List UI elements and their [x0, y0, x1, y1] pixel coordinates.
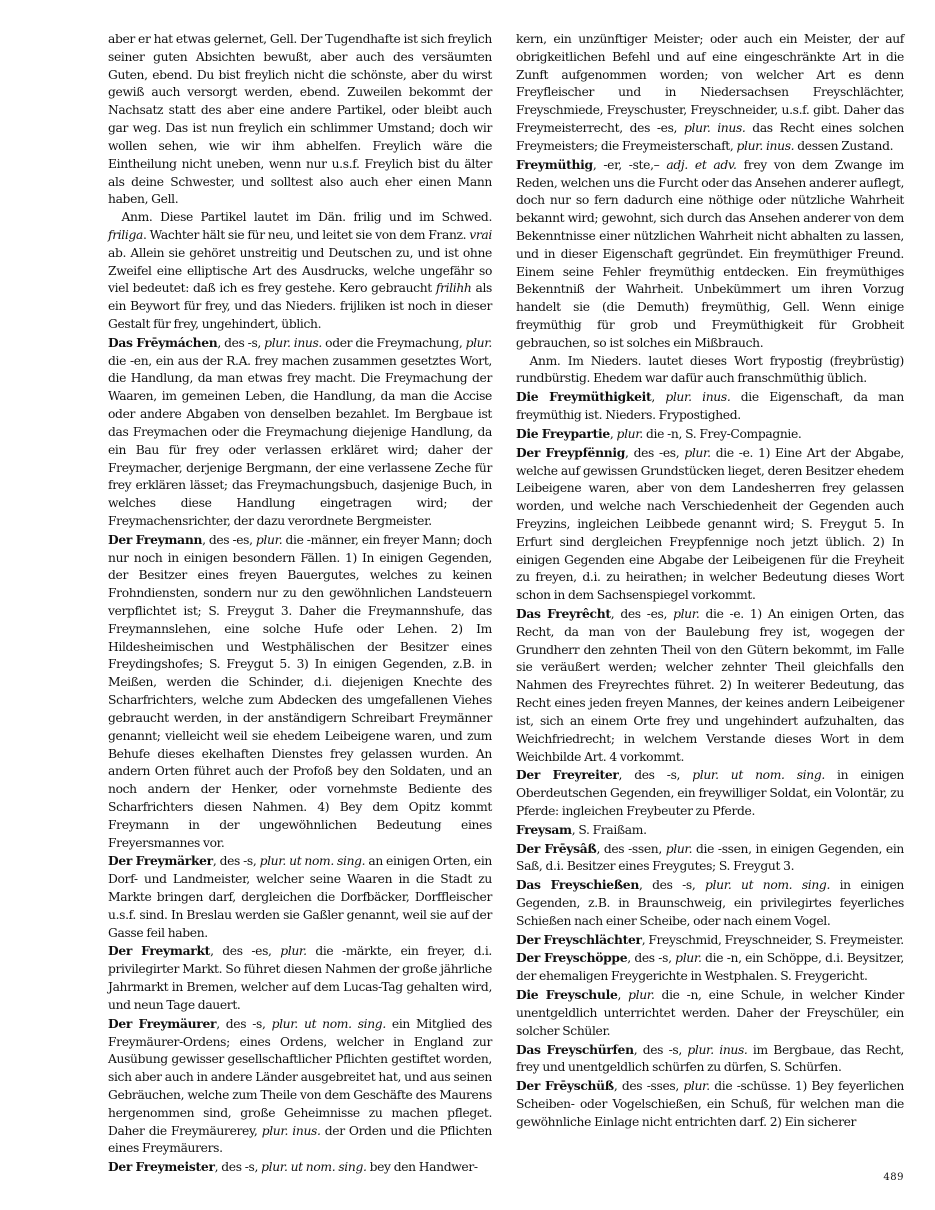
- dictionary-entry: [516, 766, 904, 820]
- grammar-note: plur. inus.: [683, 121, 746, 136]
- entry-text: an einigen Orten, ein Dorf- und Landmeister, welcher seine Waaren in die Stadt zu Markte bringen darf, dergleichen die Dorfbäcker, Dorffleischer u.s.f. sind. In Breslau werden sie Gaßler genannt, weil sie auf der Gasse feil haben.: [108, 854, 492, 940]
- dictionary-entry: [516, 876, 904, 930]
- entry-text: bey den Handwer-: [366, 1160, 478, 1175]
- continued-text: [516, 31, 904, 156]
- headword: Die Freymüthigkeit: [516, 389, 652, 405]
- entry-text: , des -es,: [625, 445, 685, 460]
- entry-text: Anm. Im Nieders. lautet dieses Wort frypostig (freybrüstig) rundbürstig. Ehedem war dafür auch franschmüthig üblich.: [516, 353, 904, 386]
- headword: Die Freypartie: [516, 425, 610, 441]
- entry-text: die -schüsse. 1) Bey feyerlichen Scheiben- oder Vogelschießen, ein Schuß, für welchen man die gewöhnliche Einlage nicht entrichten darf. 2) Ein sicherer: [516, 1079, 904, 1129]
- grammar-note: plur.: [683, 1079, 710, 1094]
- entry-text: oder die Freymachung,: [322, 335, 466, 350]
- dictionary-entry: [516, 949, 904, 986]
- dictionary-entry: [516, 1041, 904, 1078]
- entry-text: , des -s,: [618, 768, 693, 783]
- headword: Der Freymärker: [108, 853, 213, 869]
- grammar-note: plur.: [673, 607, 700, 621]
- entry-text: ,: [609, 426, 617, 441]
- headword: Der Freypfënnig: [516, 444, 626, 460]
- entry-text: , S. Fraißam.: [571, 822, 647, 837]
- dictionary-entry: [516, 821, 904, 840]
- entry-text: ab. Allein sie gehöret unstreitig und Deutschen zu, und ist ohne Zweifel eine elliptische Art des Ausdrucks, welche ungefähr so viel bedeutet: daß ich es frey gestehe. Kero gebraucht: [108, 245, 492, 296]
- entry-text: , des -s,: [217, 335, 265, 350]
- headword: Der Frēysâß: [516, 840, 597, 856]
- dictionary-entry: [516, 931, 904, 950]
- entry-text: in einigen Gegenden, z.B. in Braunschweig, ein privilegirtes feyerliches Schießen nach einer Scheibe, oder nach einem Vogel.: [516, 878, 905, 928]
- page-number: 489: [883, 1172, 904, 1183]
- entry-text: kern, ein unzünftiger Meister; oder auch ein Meister, der auf obrigkeitlichen Befehl und auf eine eingeschränkte Art in die Zunft aufgenommen worden; von welcher Art es denn Freyfleischer und in Niedersachsen Freyschlächter, Freyschmiede, Freyschuster, Freyschneider, u.s.f. gibt. Daher das Freymeisterrecht, des -es,: [516, 32, 904, 136]
- headword: Der Freyschlächter: [516, 931, 642, 947]
- dictionary-entry: [516, 444, 904, 605]
- dictionary-entry: [108, 334, 492, 531]
- entry-text: , -er, -ste,–: [592, 157, 667, 172]
- headword: Freymüthig: [516, 156, 593, 172]
- dictionary-entry: [108, 942, 492, 1014]
- headword: Das Freyschürfen: [516, 1041, 634, 1057]
- entry-text: , des -es,: [610, 607, 674, 621]
- entry-text: die -märkte, ein freyer, d.i. privilegirter Markt. So führet diesen Nahmen der große jährliche Jahrmarkt in Bremen, welcher auf dem Lucas-Tag gehalten wird, und neun Tage dauert.: [108, 944, 492, 1012]
- grammar-note: plur. inus.: [736, 138, 795, 153]
- entry-text: Anm. Diese Partikel lautet im Dän. frilig und im Schwed.: [121, 210, 492, 225]
- headword: Das Frēymáchen: [108, 334, 218, 350]
- grammar-note: plur.: [465, 335, 492, 350]
- dictionary-entry: [516, 425, 904, 444]
- grammar-note: friliga: [108, 227, 143, 242]
- entry-text: die Eigenschaft, da man freymüthig ist. Nieders. Frypostighed.: [516, 390, 904, 423]
- headword: Freysam: [516, 821, 572, 837]
- entry-text: ein Mitglied des Freymäurer-Ordens; eines Ordens, welcher in England zur Ausübung gewisser gesellschaftlicher Pflichten gestiftet worden, sich aber auch in andere Länder ausgebreitet hat, und aus seinen Gebräuchen, welche zum Theile von dem Geschäfte des Maurens hergenommen sind, große Geheimnisse zu machen pfleget. Daher die Freymäurerey,: [108, 1016, 493, 1138]
- entry-text: die -n, eine Schule, in welcher Kinder unentgeldlich unterrichtet werden. Daher der Freyschüler, ein solcher Schüler.: [516, 988, 904, 1038]
- headword: Der Freymarkt: [108, 943, 211, 959]
- grammar-note: plur.: [628, 988, 655, 1003]
- dictionary-entry: [516, 840, 904, 877]
- dictionary-entry: [516, 605, 904, 766]
- entry-text: , des -s,: [216, 1016, 272, 1031]
- entry-text: der Orden und die Pflichten eines Freymäurers.: [108, 1123, 492, 1156]
- headword: Das Freyschießen: [516, 877, 639, 893]
- left-column: [108, 31, 492, 1177]
- grammar-note: plur.: [684, 445, 711, 460]
- dictionary-entry: [108, 852, 492, 942]
- entry-text: die -e. 1) Eine Art der Abgabe, welche auf gewissen Grundstücken lieget, deren Besitzer ehedem Leibeigene waren, aber von dem Landesherren frey gelassen worden, und welche nach Verschiedenheit der Gegenden auch Freyzins, ingleichen Leibbede genannt wird; S. Freygut 5. In Erfurt sind dergleichen Freypfennige noch jetzt üblich. 2) In einigen Gegenden eine Abgabe der Leibeigenen für die Freyheit zu freyen, d.i. zu heirathen; in welcher Bedeutung dieses Wort schon in dem Sachsenspiegel vorkommt.: [516, 445, 904, 603]
- entry-text: , des -es,: [210, 944, 281, 959]
- entry-text: das Recht eines solchen Freymeisters; die Freymeisterschaft,: [516, 121, 904, 153]
- grammar-note: plur. ut nom. sing.: [705, 878, 831, 893]
- grammar-note: plur.: [675, 951, 702, 966]
- entry-text: , des -sses,: [613, 1079, 684, 1094]
- entry-text: die -e. 1) An einigen Orten, das Recht, da man von der Baulebung frey ist, wogegen der Grundherr den zehnten Theil von den Gütern bekommt, im Falle sie veräußert werden; welcher zehnter Theil gleichfalls den Nahmen des Freyrechtes führet. 2) In weiterer Bedeutung, das Recht eines jeden freyen Mannes, der keines andern Leibeigener ist, sich an einem Orte frey und ungehindert aufzuhalten, das Weichfriedrecht; in welchem Verstande dieses Wort in dem Weichbilde Art. 4 vorkommt.: [516, 607, 905, 764]
- entry-text: , des -s,: [638, 878, 706, 893]
- grammar-note: plur. inus.: [665, 390, 731, 405]
- entry-text: die -männer, ein freyer Mann; doch nur noch in einigen besondern Fällen. 1) In einigen Gegenden, der Besitzer eines freyen Bauergutes, welches zu keinen Frohndiensten, sondern nur zu den gewöhnlichen Landsteuern verpflichtet ist; S. Freygut 3. Daher die Freymannshufe, das Freymannslehen, eine solche Hufe oder Lehen. 2) Im Hildesheimischen und Westphälischen der Besitzer eines Freydingshofes; S. Freygut 5. 3) In einigen Gegenden, z.B. in Meißen, werden die Schinder, d.i. diejenigen Knechte des Scharfrichters, welche zum Abdecken des umgefallenen Viehes gebraucht werden, in der anständigern Schreibart Freymänner genannt; vielleicht weil sie ehedem Leibeigene waren, und zum Behufe dieses ekelhaften Dienstes frey gelassen wurden. An andern Orten führet auch der Profoß bey den Soldaten, und an noch andern der Henker, oder vornehmste Bediente des Scharfrichters diesen Nahmen. 4) Bey dem Opitz kommt Freymann in der ungewöhnlichen Bedeutung eines Freyersmannes vor.: [108, 532, 492, 850]
- headword: Der Freymann: [108, 531, 203, 547]
- headword: Der Freyreiter: [516, 767, 619, 783]
- right-column: [516, 31, 904, 1132]
- grammar-note: plur.: [616, 426, 643, 441]
- entry-text: frey von dem Zwange im Reden, welchen uns die Furcht oder das Ansehen anderer auflegt, doch nur so fern dadurch eine nöthige oder nützliche Wahrheit bekannt wird; gewohnt, sich durch das Ansehen anderer von dem Bekenntnisse einer nützlichen Wahrheit nicht abhalten zu lassen, und in dieser Eigenschaft gegründet. Ein freymüthiger Freund. Einem seine Fehler freymüthig entdecken. Ein freymüthiges Bekenntniß der Wahrheit. Unbekümmert um ihren Vorzug handelt sie (die Demuth) freymüthig, Gell. Wenn einige freymüthig für grob und Freymüthigkeit für Grobheit gebrauchen, so ist solches ein Mißbrauch.: [516, 157, 904, 350]
- entry-text: , des -s,: [214, 1160, 262, 1175]
- grammar-note: plur.: [665, 841, 693, 856]
- headword: Die Freyschule: [516, 987, 618, 1003]
- dictionary-entry: [108, 1158, 492, 1177]
- entry-text: . Wachter hält sie für neu, und leitet sie von dem Franz.: [142, 227, 470, 242]
- dictionary-entry: [516, 986, 904, 1040]
- continued-text: [108, 31, 492, 209]
- headword: Der Freymeister: [108, 1159, 215, 1175]
- entry-text: im Bergbaue, das Recht, frey und unentgeldlich schürfen zu dürfen, S. Schürfen.: [516, 1042, 904, 1075]
- entry-text: , des -s,: [212, 854, 260, 869]
- grammar-note: adj. et adv.: [666, 157, 737, 172]
- entry-text: die -n, ein Schöppe, d.i. Beysitzer, der ehemaligen Freygerichte in Westphalen. S. Freygericht.: [516, 951, 904, 984]
- entry-text: in einigen Oberdeutschen Gegenden, ein freywilliger Soldat, ein Volontär, zu Pferde: ingleichen Freybeuter zu Pferde.: [516, 768, 905, 818]
- annotation-paragraph: [108, 209, 492, 334]
- grammar-note: plur. inus.: [264, 335, 322, 350]
- grammar-note: plur. ut nom. sing.: [271, 1016, 386, 1031]
- entry-text: die -n, S. Frey-Compagnie.: [642, 426, 802, 441]
- entry-text: dessen Zustand.: [794, 138, 894, 153]
- annotation-paragraph: [516, 353, 904, 389]
- entry-text: die -ssen, in einigen Gegenden, ein Saß, d.i. Besitzer eines Freygutes; S. Freygut 3.: [516, 841, 904, 874]
- entry-text: als ein Beywort für frey, und das Nieders. frijliken ist noch in dieser Gestalt für frey, ungehindert, üblich.: [108, 281, 492, 331]
- entry-text: ,: [651, 390, 666, 405]
- grammar-note: vrai: [469, 227, 492, 242]
- entry-text: ,: [617, 988, 629, 1003]
- headword: Der Freymäurer: [108, 1015, 217, 1031]
- entry-text: , des -es,: [202, 532, 256, 547]
- grammar-note: plur. ut nom. sing.: [692, 768, 825, 783]
- grammar-note: plur.: [255, 532, 283, 547]
- dictionary-entry: [108, 531, 492, 853]
- entry-text: die -en, ein aus der R.A. frey machen zusammen gesetztes Wort, die Handlung, da man etwas frey macht. Die Freymachung der Waaren, im gemeinen Leben, die Handlung, da man die Accise oder andere Abgaben von denselben bezahlet. Im Bergbaue ist das Freymachen oder die Freymachung diejenige Handlung, da ein Bau für frey oder verlassen erkläret wird; daher der Freymacher, derjenige Bergmann, der eine verlassene Zeche für frey erklären lässet; das Freymachungsbuch, dasjenige Buch, in welches diese Handlung eingetragen wird; der Freymachensrichter, der dazu verordnete Bergmeister.: [108, 353, 492, 528]
- entry-text: , des -s,: [627, 951, 676, 966]
- dictionary-entry: [516, 1077, 904, 1131]
- grammar-note: plur. ut nom. sing.: [261, 1160, 367, 1175]
- dictionary-entry: [516, 156, 904, 353]
- entry-text: , des -s,: [633, 1042, 688, 1057]
- grammar-note: plur. inus.: [261, 1123, 321, 1138]
- entry-text: , des -ssen,: [596, 841, 666, 856]
- grammar-note: frilihh: [435, 281, 472, 296]
- entry-text: , Freyschmid, Freyschneider, S. Freymeister.: [641, 932, 904, 947]
- grammar-note: plur. ut nom. sing.: [259, 854, 366, 869]
- dictionary-entry: [108, 1015, 492, 1159]
- headword: Das Freyrêcht: [516, 606, 611, 621]
- headword: Der Frēyschüß: [516, 1078, 614, 1094]
- dictionary-entry: [516, 388, 904, 425]
- entry-text: aber er hat etwas gelernet, Gell. Der Tugendhafte ist sich freylich seiner guten Absichten bewußt, aber auch des versäumten Guten, ebend. Du bist freylich nicht die schönste, aber du wirst gewiß auch versorgt werden, ebend. Zuweilen bekommt der Nachsatz statt des aber eine andere Partikel, oder bleibt auch gar weg. Das ist nun freylich ein schlimmer Umstand; doch wir wollen sehen, wie wir ihm abhelfen. Freylich wäre die Eintheilung nicht uneben, wenn nur u.s.f. Freylich bist du älter als deine Schwester, und solltest also auch eher einen Mann haben, Gell.: [108, 32, 492, 207]
- grammar-note: plur.: [280, 944, 307, 959]
- grammar-note: plur. inus.: [687, 1042, 748, 1057]
- headword: Der Freyschöppe: [516, 950, 628, 966]
